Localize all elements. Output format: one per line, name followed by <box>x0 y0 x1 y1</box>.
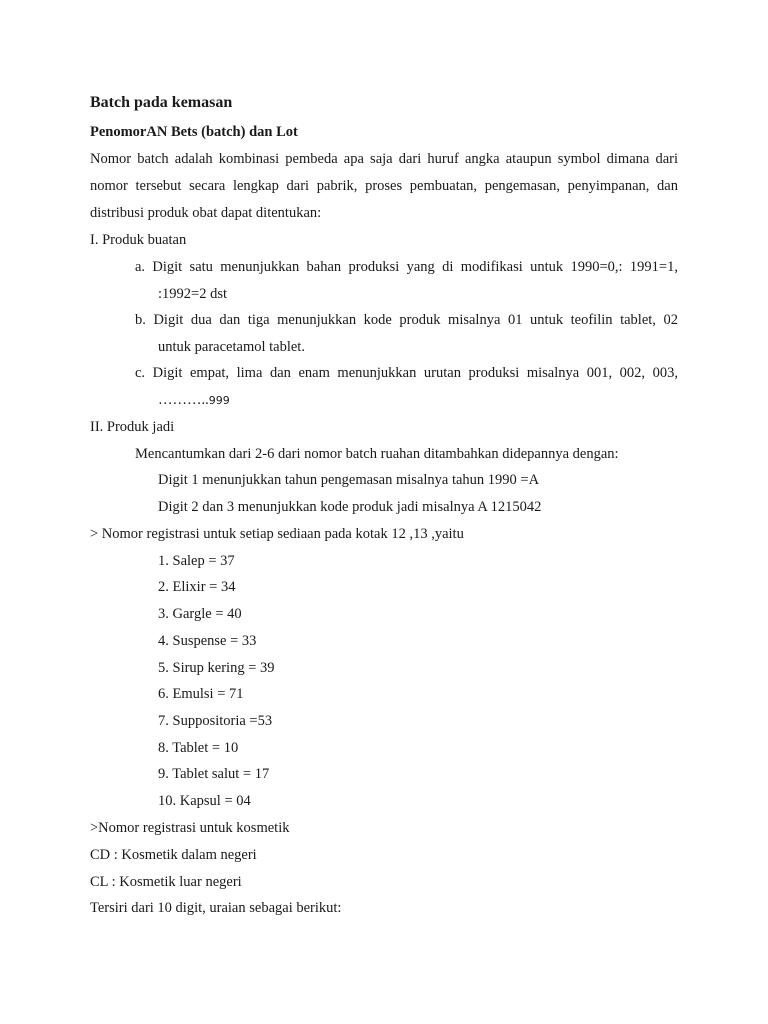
registration-item: 7. Suppositoria =53 <box>158 713 273 729</box>
registration-item: 10. Kapsul = 04 <box>158 793 251 809</box>
registration-item: 6. Emulsi = 71 <box>158 686 244 702</box>
item-c-line-1: c. Digit empat, lima dan enam menunjukkan urutan produksi misalnya 001, 002, 003, <box>135 365 678 381</box>
registration-item: 3. Gargle = 40 <box>158 606 242 622</box>
intro-line-2: nomor tersebut secara lengkap dari pabrik, proses pembuatan, pengemasan, penyimpanan, dan <box>90 178 678 194</box>
document-subtitle: PenomorAN Bets (batch) dan Lot <box>90 124 298 140</box>
item-c-end: 999 <box>208 394 230 407</box>
item-a-line-1: a. Digit satu menunjukkan bahan produksi yang di modifikasi untuk 1990=0,: 1991=1, <box>135 259 678 275</box>
item-a-line-2: :1992=2 dst <box>158 286 228 302</box>
section-2-digit-1: Digit 1 menunjukkan tahun pengemasan misalnya tahun 1990 =A <box>158 472 540 488</box>
registration-item: 8. Tablet = 10 <box>158 740 239 756</box>
cosmetic-intro: >Nomor registrasi untuk kosmetik <box>90 820 290 836</box>
section-2-digit-23: Digit 2 dan 3 menunjukkan kode produk jadi misalnya A 1215042 <box>158 499 542 515</box>
document-title: Batch pada kemasan <box>90 94 233 111</box>
registration-item: 2. Elixir = 34 <box>158 579 236 595</box>
registration-item: 5. Sirup kering = 39 <box>158 660 275 676</box>
intro-line-1: Nomor batch adalah kombinasi pembeda apa saja dari huruf angka ataupun symbol dimana dari <box>90 151 678 167</box>
registration-item: 4. Suspense = 33 <box>158 633 257 649</box>
section-2-heading: II. Produk jadi <box>90 419 175 435</box>
cosmetic-closing: Tersiri dari 10 digit, uraian sebagai berikut: <box>90 900 342 916</box>
item-b-line-1: b. Digit dua dan tiga menunjukkan kode produk misalnya 01 untuk teofilin tablet, 02 <box>135 312 678 328</box>
section-1-heading: I. Produk buatan <box>90 232 187 248</box>
cosmetic-cd: CD : Kosmetik dalam negeri <box>90 847 257 863</box>
intro-line-3: distribusi produk obat dapat ditentukan: <box>90 205 322 221</box>
item-c-dots: ……….. <box>158 392 209 408</box>
registration-item: 9. Tablet salut = 17 <box>158 766 270 782</box>
section-2-line-1: Mencantumkan dari 2-6 dari nomor batch ruahan ditambahkan didepannya dengan: <box>135 446 619 462</box>
cosmetic-cl: CL : Kosmetik luar negeri <box>90 874 242 890</box>
item-c-line-2 <box>158 391 230 410</box>
registration-intro: > Nomor registrasi untuk setiap sediaan pada kotak 12 ,13 ,yaitu <box>90 526 464 542</box>
registration-item: 1. Salep = 37 <box>158 553 235 569</box>
document-page <box>90 0 678 1024</box>
item-b-line-2: untuk paracetamol tablet. <box>158 339 305 355</box>
